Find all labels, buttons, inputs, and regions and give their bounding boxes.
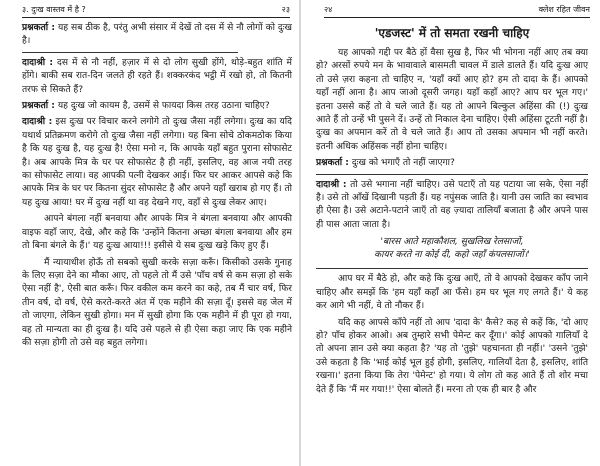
section-heading: 'एडजस्ट' में तो समता रखनी चाहिए [374,26,530,40]
right-question [316,157,588,170]
right-page [302,0,600,466]
right-paragraph-1: यह आपको गद्दी पर बैठे हों वैसा सुख है, फिर भी भोगना नहीं आए तब क्या हो? अरसों रुपये मन के भावावाले बासमती चावल में डाले डालते हैं। यदि दुःख आए तो उसे ज़रा कहना तो चाहिए न, 'यहाँ क्यों आए हो? हम तो दादा के हैं। आपको यहाँ नहीं आना है। आप जाओ दूसरी जगह। यहाँ कहाँ आए? आप घर भूल गए।' इतना उससे कहें तो वे चले जाते हैं। यह तो आपने बिल्कुल अहिंसा की (!) दुःख आते हैं तो उन्हें भी पुसने दें। उन्हें तो निकाल देना चाहिए। ऐसी अहिंसा टूटती नहीं है। दुःख का अपमान करें तो वे चले जाते हैं। आप तो उसका अपमान भी नहीं करते। इतनी अधिक अहिंसक नहीं होना चाहिए। [316,48,588,152]
verse-line: कायर करते ना कोई दी, कहो जहाँ कंपलसाजों।' [374,250,530,261]
speaker-text: इस दुःख पर विचार करने लगोगे तो दुःख जैसा नहीं लगेगा। दुःख का यदि यथार्थ प्रतिक्रमण करोगे तो दुःख जैसा नहीं लगेगा। यह बिना सोचे ठोकमठोक किया है कि यह दुःख है, यह दुःख है! ऐसा मनो न, कि आपके यहाँ बहुत पुराना सोफासेट है। अब आपके मित्र के घर पर सोफासेट है ही नहीं, इसलिए, वह आज नयी तरह का सोफासेट लाया। वह आपकी पत्नी देखकर आई। फिर घर आकर आपसे कहे कि आपके मित्र के घर पर कितना सुंदर सोफासेट है और अपने यहाँ खराब हो गए हैं। तो यह दुःख आया! घर में दुःख नहीं था वह देखने गए, वहाँ से दुःख लेकर आए। [22,117,293,208]
speaker-text: दुःख को भगाएँ तो नहीं जाएगा? [348,158,455,169]
divider [316,268,588,269]
left-header-title: ३. दुःख वास्तव में है ? [22,5,86,14]
left-qa-2 [22,57,292,97]
right-page-content [316,22,588,466]
speaker-label: प्रश्नकर्ता : [316,158,349,169]
speaker-label: प्रश्नकर्ता : [22,101,55,112]
speaker-label: दादाश्री : [22,57,54,68]
divider [22,52,238,53]
left-page-number: २३ [281,5,290,14]
left-page-content [22,22,292,466]
right-paragraph-3: यदि कह आपसे काँपे नहीं तो आप 'दादा के' कैसे? कह से कहें कि, 'दो आए हो? पाँच होकर आओ। अब तुम्हारे सभी पेमेन्ट कर दूँगा।' कोई आपको गालियाँ दे तो अपना ज्ञान उसे क्या कहता है? 'यह तो 'तुझे' पहचानता ही नहीं।' 'उसने 'तुझे' उसे कहता है कि 'भाई कोई भूल हुई होगी, इसलिए, गालियाँ देता है, इसलिए, शांति रखना।' इतना किया कि तेरा 'पेमेन्ट' हो गया। ये लोग तो कह आते हैं तो शोर मचा देते हैं कि 'मैं मर गया!!' ऐसा बोलते हैं। मरना तो एक ही बार है और [316,317,588,395]
right-page-number: २४ [324,5,333,14]
speaker-text: यह दुःख जो कायम है, उसमें से फायदा किस तरह उठाना चाहिए? [54,101,270,112]
right-answer [316,179,588,233]
book-gutter [299,0,301,466]
left-paragraph-bungalow: आपने बंगला नहीं बनवाया और आपके मित्र ने बंगला बनवाया और आपकी वाइफ वहाँ जाए, देखे, और कहे कि 'उन्होंने कितना अच्छा बंगला बनवाया और हम तो बिना बंगले के हैं।' यह दुःख आया!!! इसीसे ये सब दुःख खड़े किए हुए हैं। [22,214,292,252]
right-page-header [324,4,590,18]
speaker-label: दादाश्री : [22,117,53,128]
speaker-label: प्रश्नकर्ता : [22,23,56,33]
speaker-text: तो उसे भगाना नहीं चाहिए। उसे पटाएँ तो यह पटाया जा सके, ऐसा नहीं है। उसे तो आँखें दिखानी पड़ती हैं। यह नपुंसक जाति है। यानी उस जाति का स्वभाव ही ऐसा है। उसे अटाने-पटाने जाएँ तो वह ज़्यादा तालियाँ बजाता है और अपने पास ही पास आता जाता है। [316,179,588,230]
left-qa-4 [22,116,292,210]
speaker-text: दस में से नौ नहीं, हज़ार में से दो लोग सुखी होंगे, थोड़े-बहुत शांति में होंगे। बाकी सब रात-दिन जलते ही रहते हैं। शक्करकंद भट्ठी में रखो हो, तो कितनी तरफ से सिकते हैं? [22,57,292,95]
speaker-label: दादाश्री : [316,179,347,190]
speaker-text: यह सब ठीक है, परंतु अभी संसार में देखें तो दस में से नौ लोगों को दुःख है। [22,23,292,47]
left-qa-1 [22,22,292,49]
right-paragraph-2: आप घर में बैठे हो, और कहे कि दुःख आएँ, तो वे आपको देखकर काँप जाने चाहिए और समझें कि 'हम यहाँ कहाँ आ फँसे। हम घर भूल गए लगते हैं।' ये कह कर आगे भी नहीं, वे तो नौकर हैं। [316,274,588,312]
left-page-header [22,4,290,18]
verse-block [316,236,588,262]
left-qa-3 [22,100,292,113]
divider [316,174,588,175]
verse-line: 'बारस आते महाकौशल, सुखलिख रेलसाजों, [380,237,524,248]
left-paragraph-judge: मैं न्यायाधीश होऊँ तो सबको सुखी करके सज़ा करूँ। किसीको उसके गुनाह के लिए सज़ा देने का मौका आए, तो पहले तो मैं उसे 'पाँच वर्ष से कम सज़ा हो सके ऐसा नहीं है', ऐसी बात करूँ। फिर वकील कम करने का कहे, तब मैं चार वर्ष, फिर तीन वर्ष, दो वर्ष, ऐसे करते-करते अंत में एक महीने की सज़ा दूँ। इससे वह जेल में तो जाएगा, लेकिन सुखी होगा। मन में सुखी होगा कि एक महीने में ही पूरा हो गया, वह तो मान्यता का ही दुःख है। यदि उसे पहले से ही ऐसा कहा जाए कि एक महीने की सज़ा होगी तो उसे वह बहुत लगेगा। [22,257,292,348]
right-header-title: क्लेश रहित जीवन [538,5,590,14]
